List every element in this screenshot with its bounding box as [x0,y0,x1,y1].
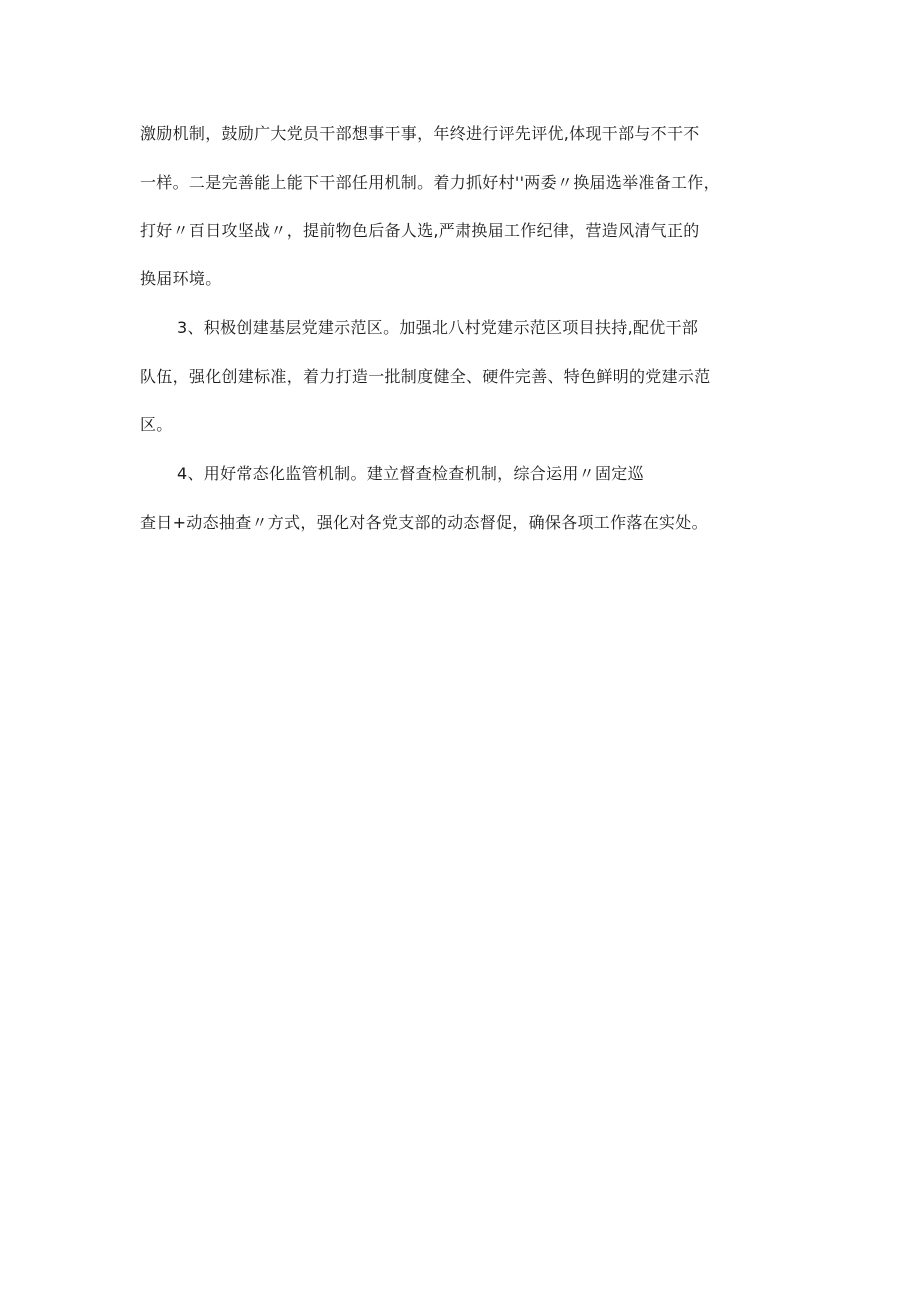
paragraph-line: 3、积极创建基层党建示范区。加强北八村党建示范区项目扶持,配优干部 [177,318,699,337]
paragraph-line: 查日+动态抽查〃方式，强化对各党支部的动态督促，确保各项工作落在实处。 [140,513,708,532]
paragraph-line: 一样。二是完善能上能下干部任用机制。着力抓好村''两委〃换届选举准备工作， [140,173,720,192]
paragraph-line: 打好〃百日攻坚战〃，提前物色后备人选,严肃换届工作纪律，营造风清气正的 [140,221,700,240]
paragraph-line: 换届环境。 [140,269,222,288]
paragraph-line: 队伍，强化创建标准，着力打造一批制度健全、硬件完善、特色鲜明的党建示范 [140,367,711,386]
paragraph-line: 激励机制，鼓励广大党员干部想事干事，年终进行评先评优,体现干部与不干不 [140,124,700,143]
paragraph-line: 区。 [140,415,173,434]
paragraph-line: 4、用好常态化监管机制。建立督查检查机制，综合运用〃固定巡 [177,464,644,483]
